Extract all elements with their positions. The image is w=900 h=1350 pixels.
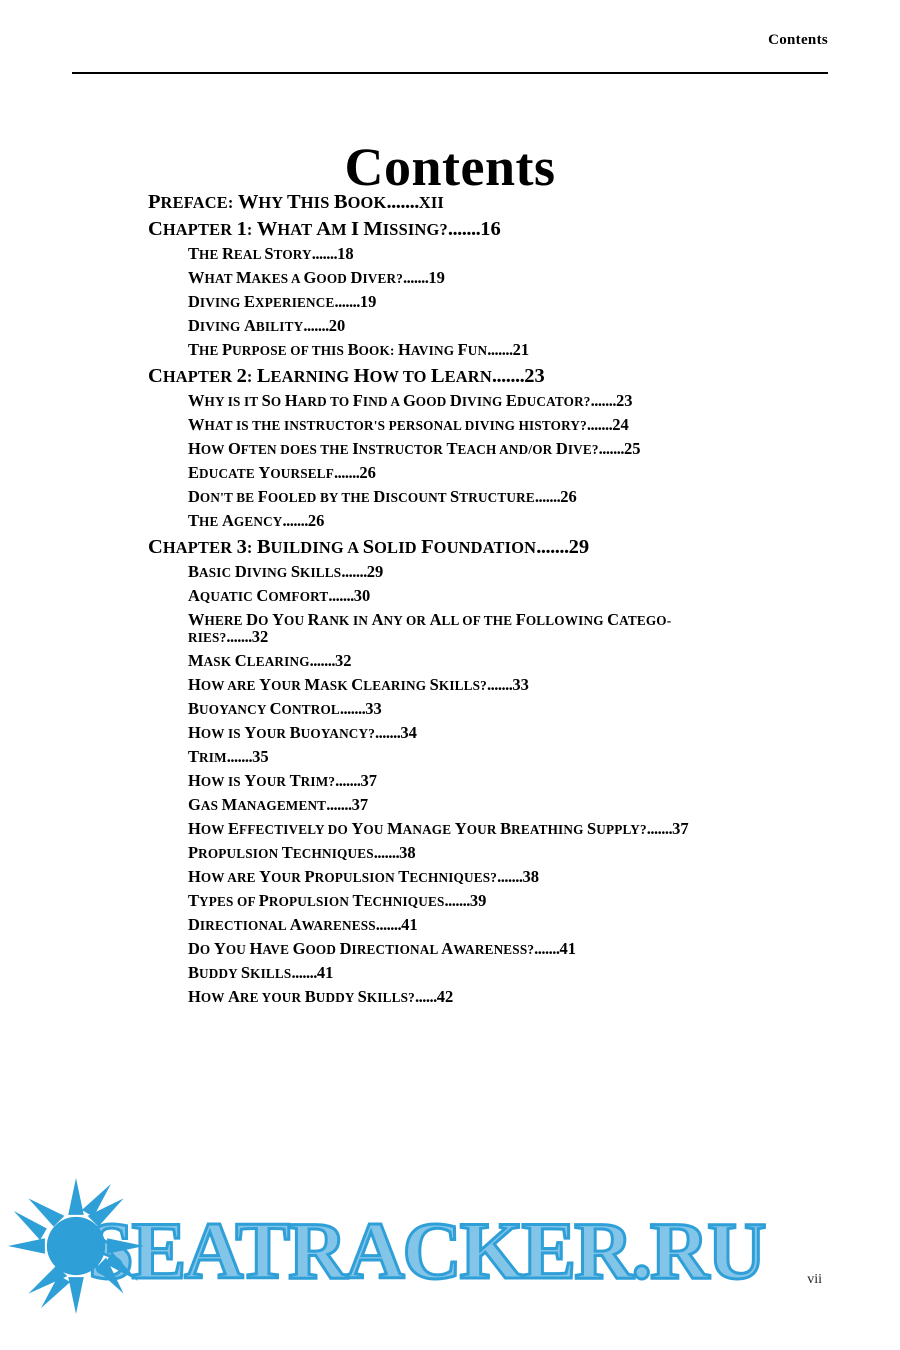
toc-entry-title: HOW OFTEN DOES THE INSTRUCTOR TEACH AND/OR DIVE? [188, 439, 599, 458]
toc-leader-dots: ....... [386, 191, 419, 213]
toc-entry-section[interactable] [188, 818, 748, 838]
sun-icon [8, 1178, 144, 1314]
toc-page-number: 42 [436, 986, 454, 1006]
toc-entry-title: BUOYANCY CONTROL [188, 698, 340, 718]
toc-page-number: 33 [365, 698, 382, 718]
toc-entry-title: PREFACE: WHY THIS BOOK [148, 191, 387, 213]
toc-entry-title: THE PURPOSE OF THIS BOOK: HAVING FUN [188, 340, 488, 359]
toc-entry-section[interactable] [188, 866, 748, 886]
toc-leader-dots: ....... [373, 842, 400, 862]
toc-entry-section[interactable] [188, 986, 748, 1006]
toc-entry-section[interactable] [188, 698, 748, 718]
toc-entry-chapter[interactable] [148, 537, 748, 558]
toc-entry-title: HOW ARE YOUR MASK CLEARING SKILLS? [188, 674, 487, 694]
folio-page-number: vii [807, 1272, 822, 1287]
toc-page-number: 39 [469, 890, 487, 910]
toc-leader-dots: ....... [282, 511, 308, 530]
toc-leader-dots: ....... [534, 487, 561, 506]
toc-leader-dots: ....... [334, 292, 360, 311]
toc-entry-chapter[interactable] [148, 366, 748, 387]
toc-entry-title: HOW IS YOUR BUOYANCY? [188, 722, 376, 742]
toc-page-number: 18 [337, 244, 354, 263]
toc-entry-title: HOW ARE YOUR BUDDY SKILLS? [188, 986, 415, 1006]
toc-page-number: 30 [353, 586, 371, 605]
toc-entry-title: EDUCATE YOURSELF [188, 463, 335, 482]
toc-leader-dots: ....... [334, 463, 360, 482]
toc-entry-title: TRIM [188, 746, 227, 766]
toc-entry-title: CHAPTER 1: WHAT AM I MISSING? [148, 218, 448, 240]
toc-page-number: 41 [316, 962, 334, 982]
toc-page-number: 41 [559, 938, 577, 958]
toc-leader-dots: ...... [414, 986, 437, 1006]
toc-page-number: 38 [522, 866, 539, 886]
toc-entry-section[interactable] [188, 914, 748, 934]
toc-leader-dots: ....... [534, 938, 560, 958]
toc-page-number: 26 [560, 487, 577, 506]
toc-leader-dots: ....... [444, 890, 470, 910]
toc-page-number: 16 [480, 218, 501, 240]
table-of-contents [148, 192, 748, 1013]
toc-entry-section[interactable] [188, 318, 748, 335]
toc-entry-title: THE REAL STORY [188, 244, 312, 263]
toc-entry-section[interactable] [188, 938, 748, 958]
toc-entry-section[interactable] [188, 465, 748, 482]
toc-page-number: 23 [615, 391, 633, 410]
toc-entry-title: DIRECTIONAL AWARENESS [188, 914, 376, 934]
toc-entry-title: MASK CLEARING [188, 650, 310, 670]
toc-entry-section[interactable] [188, 746, 748, 766]
toc-entry-title: AQUATIC COMFORT [188, 586, 329, 605]
toc-entry-title: DIVING EXPERIENCE [188, 292, 335, 311]
toc-entry-title: DON'T BE FOOLED BY THE DISCOUNT STRUCTURE [188, 487, 535, 506]
toc-leader-dots: ....... [586, 415, 613, 434]
toc-leader-dots: ....... [486, 674, 513, 694]
toc-entry-section[interactable] [188, 270, 748, 287]
toc-leader-dots: ....... [497, 866, 523, 886]
toc-leader-dots: ....... [291, 962, 317, 982]
toc-leader-dots: ....... [326, 794, 352, 814]
toc-entry-section[interactable] [188, 393, 748, 410]
toc-entry-title: BASIC DIVING SKILLS [188, 562, 342, 581]
toc-page-number: 37 [351, 794, 369, 814]
toc-entry-title: WHERE DO YOU RANK IN ANY OR ALL OF THE FOLLOWING CATEGO-RIES? [188, 610, 672, 645]
toc-page-number: 32 [251, 626, 269, 646]
toc-page-number: 34 [400, 722, 417, 742]
toc-leader-dots: ....... [375, 722, 401, 742]
toc-entry-section[interactable] [188, 842, 748, 862]
toc-entry-section[interactable] [188, 342, 748, 359]
watermark-text: SEATRACKER.RU [88, 1205, 765, 1296]
toc-entry-title: PROPULSION TECHNIQUES [188, 842, 374, 862]
toc-page-number: 41 [401, 914, 418, 934]
toc-page-number: 38 [399, 842, 416, 862]
toc-entry-title: CHAPTER 2: LEARNING HOW TO LEARN [148, 365, 492, 387]
toc-entry-section[interactable] [188, 794, 748, 814]
toc-leader-dots: ....... [491, 365, 525, 387]
toc-entry-title: TYPES OF PROPULSION TECHNIQUES [188, 890, 445, 910]
watermark [0, 1140, 900, 1350]
toc-leader-dots: ....... [328, 586, 354, 605]
toc-page-number: 26 [359, 463, 376, 482]
toc-page-number: 33 [512, 674, 529, 694]
toc-entry-section[interactable] [188, 417, 748, 434]
toc-page-number: 24 [612, 415, 629, 434]
toc-leader-dots: ....... [335, 770, 361, 790]
toc-leader-dots: ....... [226, 626, 252, 646]
toc-page-number: 20 [328, 316, 346, 335]
toc-leader-dots: ....... [309, 650, 336, 670]
toc-entry-section[interactable] [188, 294, 748, 311]
toc-page-number: 21 [512, 340, 530, 359]
toc-entry-title: WHAT IS THE INSTRUCTOR'S PERSONAL DIVING HISTORY? [188, 415, 587, 434]
toc-page-number: 37 [360, 770, 378, 790]
toc-entry-title: CHAPTER 3: BUILDING A SOLID FOUNDATION [148, 536, 537, 558]
toc-page-number: 29 [568, 536, 590, 558]
toc-entry-title: HOW ARE YOUR PROPULSION TECHNIQUES? [188, 866, 498, 886]
toc-page-number: 37 [672, 818, 689, 838]
toc-entry-section[interactable] [188, 588, 748, 605]
toc-entry-title: DO YOU HAVE GOOD DIRECTIONAL AWARENESS? [188, 938, 535, 958]
toc-leader-dots: ....... [403, 268, 429, 287]
toc-leader-dots: ....... [598, 439, 625, 458]
toc-leader-dots: ....... [341, 562, 367, 581]
toc-leader-dots: ....... [303, 316, 329, 335]
toc-entry-section[interactable] [188, 674, 748, 694]
toc-page-number: 19 [359, 292, 377, 311]
toc-leader-dots: ....... [226, 746, 253, 766]
toc-entry-section[interactable] [188, 650, 748, 670]
toc-entry-title: WHY IS IT SO HARD TO FIND A GOOD DIVING EDUCATOR? [188, 391, 591, 410]
toc-leader-dots: ....... [590, 391, 616, 410]
toc-entry-title: DIVING ABILITY [188, 316, 304, 335]
toc-entry-chapter[interactable] [148, 219, 748, 240]
toc-page-number: 23 [524, 365, 545, 387]
toc-leader-dots: ....... [311, 244, 338, 263]
header-rule [72, 72, 828, 74]
toc-page-number: 19 [428, 268, 445, 287]
toc-entry-section[interactable] [188, 513, 748, 530]
toc-entry-section[interactable] [188, 770, 748, 790]
toc-entry-section[interactable] [188, 612, 748, 645]
toc-leader-dots: ....... [646, 818, 673, 838]
toc-page-number: 35 [252, 746, 269, 766]
toc-entry-title: HOW IS YOUR TRIM? [188, 770, 336, 790]
toc-page-number: 29 [366, 562, 384, 581]
toc-entry-title: HOW EFFECTIVELY DO YOU MANAGE YOUR BREATHING SUPPLY? [188, 818, 647, 838]
toc-leader-dots: ....... [339, 698, 366, 718]
toc-entry-title: BUDDY SKILLS [188, 962, 292, 982]
toc-leader-dots: ....... [487, 340, 513, 359]
toc-entry-title: THE AGENCY [188, 511, 283, 530]
running-head: Contents [768, 32, 828, 48]
toc-entry-title: GAS MANAGEMENT [188, 794, 327, 814]
toc-page-number: 26 [307, 511, 325, 530]
toc-entry-section[interactable] [188, 489, 748, 506]
toc-page-number: 25 [624, 439, 641, 458]
toc-entry-chapter[interactable] [148, 192, 748, 213]
toc-leader-dots: ....... [375, 914, 402, 934]
toc-page-number: 32 [335, 650, 352, 670]
toc-entry-section[interactable] [188, 564, 748, 581]
toc-entry-section[interactable] [188, 890, 748, 910]
toc-page-number: XII [418, 193, 445, 212]
toc-entry-section[interactable] [188, 246, 748, 263]
toc-entry-section[interactable] [188, 441, 748, 458]
page-title: Contents [344, 137, 556, 198]
toc-entry-title: WHAT MAKES A GOOD DIVER? [188, 268, 404, 287]
toc-entry-section[interactable] [188, 722, 748, 742]
toc-leader-dots: ....... [447, 218, 481, 240]
toc-leader-dots: ....... [536, 536, 569, 558]
toc-entry-section[interactable] [188, 962, 748, 982]
